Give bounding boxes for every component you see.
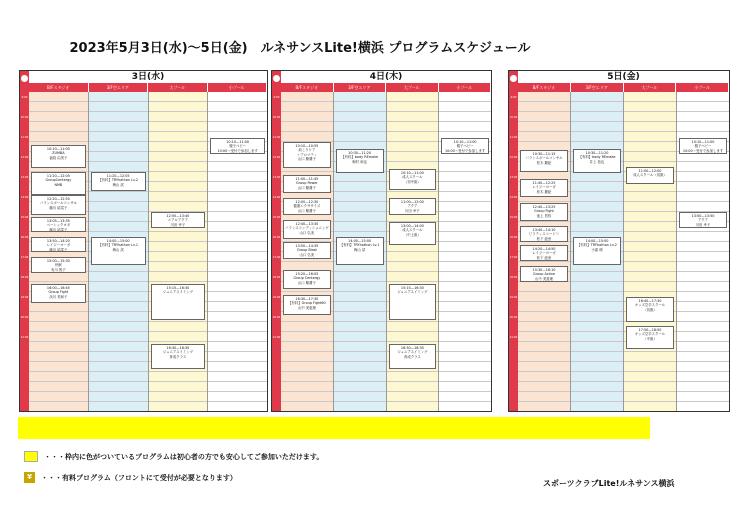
small-pool-column [208,92,267,411]
small-pool-column [677,92,729,411]
program-block: 12:50—13:40 エアロアクア 川田 幸子 [151,212,206,228]
program-block: 13:40—14:10 ピラティスコードリ 松下 絵里 [520,226,568,242]
time-tick: 13:00 [20,176,29,179]
program-block: 10:30—11:15 バランスボールコンサル 松木 麗絵 [520,150,568,172]
day-table-4 [271,70,492,412]
clock-icon [273,75,280,82]
page-title: 2023年5月3日(水)～5日(金) ルネサンスLite!横浜 プログラムスケジュール [69,41,531,56]
clock-icon [510,75,517,82]
program-block: 16:30—18:30 ジュニアスイミング 育成クラス [151,344,206,369]
program-block: 16:30—17:30 【有料】Group Fight60 山中 美恵理 [283,295,331,315]
studio-column [518,92,571,411]
time-tick: 15:00 [509,216,518,219]
program-block: 16:30—18:30 ジュニアスイミング 育成クラス [389,344,437,369]
program-block: 12:20—12:50 バランスボールコンサル 藤川 結菜子 [31,195,86,215]
time-tick: 12:00 [509,156,518,159]
column-header-studio: B/Fスタジオ [281,83,334,92]
program-block: 10:10—11:00 成人スクール （初中級） [389,169,437,190]
time-tick: 19:00 [20,296,29,299]
time-tick: 16:00 [272,236,281,239]
program-block: 12:40—13:30 バランスコンディショニング 山口 弘美 [283,220,331,239]
program-block: 17:50—18:50 キッズ空手スクール （中級） [626,326,674,349]
program-block: 11:20—12:05 【有料】TRYhathon Lv.2 梅山 試 [91,172,146,191]
column-header-small-pool: 小プール [439,83,492,92]
time-tick: 17:00 [20,256,29,259]
program-block: 11:20—12:05 GroupCentergy NMB [31,172,86,195]
studio-column [281,92,334,411]
column-header-big-pool: 大プール [386,83,439,92]
program-block: 14:20—14:50 レイジーヨーガ 松下 絵里 [520,245,568,261]
time-tick: 12:00 [20,156,29,159]
clock-icon [21,75,28,82]
area-column [571,92,624,411]
program-block: 13:00—13:50 アクア 川田 幸子 [679,212,727,228]
time-tick: 13:00 [509,176,518,179]
time-tick: 10:00 [272,116,281,119]
time-strip [20,71,29,411]
time-tick: 20:00 [20,316,29,319]
program-block: 12:40—13:25 Group Fight 池上 昌弥 [520,203,568,221]
column-header-area: 3/F空エリア [89,83,149,92]
time-tick: 16:00 [509,236,518,239]
area-column [89,92,149,411]
column-header-big-pool: 大プール [624,83,677,92]
time-tick: 9:00 [21,96,28,99]
program-block: 13:05—13:35 ベーシックヨガ 藤川 結菜子 [31,217,86,232]
legend-paid-text: ・・・有料プログラム（フロントにて受付が必要となります） [41,473,237,482]
time-strip [272,71,281,411]
big-pool-column [624,92,677,411]
legend-beginner-text: ・・・枠内に色がついているプログラムは初心者の方でも安心してご参加いただけます。 [44,452,324,461]
studio-column [29,92,89,411]
time-tick: 20:00 [272,316,281,319]
column-header-big-pool: 大プール [148,83,208,92]
program-block: 13:00—14:00 成人スクール （中上級） [389,222,437,245]
yen-icon: ¥ [24,472,35,483]
program-block: 10:10—11:00 親子ベビー 10:00～受付で参加します [441,138,489,154]
time-tick: 13:00 [272,176,281,179]
time-tick: 11:00 [509,136,518,139]
program-block: 10:10—11:00 ZUMBA 福島 由美子 [31,145,86,168]
program-block: 16:40—17:30 キッズ空手スクール （初級） [626,297,674,322]
program-block: 13:50—14:20 レイジーヨーガ 藤川 結菜子 [31,237,86,252]
time-tick: 10:00 [509,116,518,119]
club-name: スポーツクラブLite!ルネサンス横浜 [543,479,675,488]
time-tick: 14:00 [20,196,29,199]
time-tick: 18:00 [509,276,518,279]
column-header-small-pool: 小プール [208,83,268,92]
program-block: 10:30—11:20 【有料】body REmake 井上 拓也 [573,149,621,173]
legend-paid [24,472,237,483]
column-header-area: 3/F空エリア [334,83,387,92]
day-header: 4日(木) [281,71,491,84]
time-strip [509,71,518,411]
program-block: 15:15—16:30 ジュニアスイミング [151,284,206,320]
small-pool-column [439,92,491,411]
program-block: 10:10—10:55 肩こりケア ＋アロマティ 山口 駆費子 [283,142,331,168]
program-block: 12:00—12:30 健康エクササイズ 山口 駆費子 [283,198,331,215]
program-block: 10:10—11:00 親子ベビー 10:00～受付で参加します [210,138,265,154]
program-block: 11:00—12:00 成人スクール（初級） [626,167,674,184]
big-pool-column [387,92,440,411]
program-block: 14:00—15:00 【有料】TRYhathon Lv.2 小嘉 理 [573,237,621,265]
time-tick: 21:00 [20,336,29,339]
program-block: 11:00—11:45 Group Power 山口 駆費子 [283,175,331,193]
day-table-3 [19,70,268,412]
program-block: 13:50—14:35 Group Blast 山口 弘美 [283,242,331,259]
column-header-studio: B/Fスタジオ [29,83,89,92]
highlight-band [18,417,650,439]
day-header: 5日(金) [518,71,729,84]
time-tick: 11:00 [272,136,281,139]
time-tick: 17:00 [272,256,281,259]
time-tick: 21:00 [509,336,518,339]
column-header-area: 3/F空エリア [571,83,624,92]
time-tick: 14:00 [509,196,518,199]
program-block: 15:15—16:30 ジュニアスイミング [389,284,437,320]
program-block: 10:30—11:20 【有料】body REmake 梅村 和也 [336,149,384,173]
column-header-small-pool: 小プール [676,83,729,92]
program-block: 11:40—12:25 レイジーヨーガ 松木 麗絵 [520,179,568,197]
legend-beginner [24,451,323,462]
program-block: 14:00—15:00 【有料】TRYhathon Lv.1 梅山 試 [336,237,384,265]
time-tick: 19:00 [509,296,518,299]
time-tick: 12:00 [272,156,281,159]
time-tick: 18:00 [20,276,29,279]
time-tick: 21:00 [272,336,281,339]
time-tick: 15:00 [272,216,281,219]
time-tick: 9:00 [510,96,517,99]
time-tick: 18:00 [272,276,281,279]
program-block: 14:00—15:00 【有料】TRYhathon Lv.1 梅山 試 [91,237,146,265]
time-tick: 19:00 [272,296,281,299]
time-tick: 9:00 [273,96,280,99]
program-block: 11:00—12:00 アクア 川田 幸子 [389,198,437,215]
time-tick: 10:00 [20,116,29,119]
program-block: 15:00—15:30 快眠 有川 敦子 [31,257,86,273]
time-tick: 11:00 [20,136,29,139]
time-tick: 16:00 [20,236,29,239]
time-tick: 17:00 [509,256,518,259]
program-block: 15:20—16:05 Group Centergy 山口 駆費子 [283,270,331,289]
day-table-5 [508,70,730,412]
time-tick: 20:00 [509,316,518,319]
time-tick: 14:00 [272,196,281,199]
program-block: 16:00—16:45 Group Fight 淡川 美和子 [31,284,86,303]
program-block: 10:10—11:00 親子ベビー 10:00～受付で参加します [679,138,727,154]
yellow-swatch-icon [24,451,38,462]
column-header-studio: B/Fスタジオ [518,83,571,92]
area-column [334,92,387,411]
program-block: 15:30—16:10 Group Active 山中 美恵理 [520,266,568,282]
day-header: 3日(水) [29,71,267,84]
big-pool-column [149,92,209,411]
time-tick: 15:00 [20,216,29,219]
